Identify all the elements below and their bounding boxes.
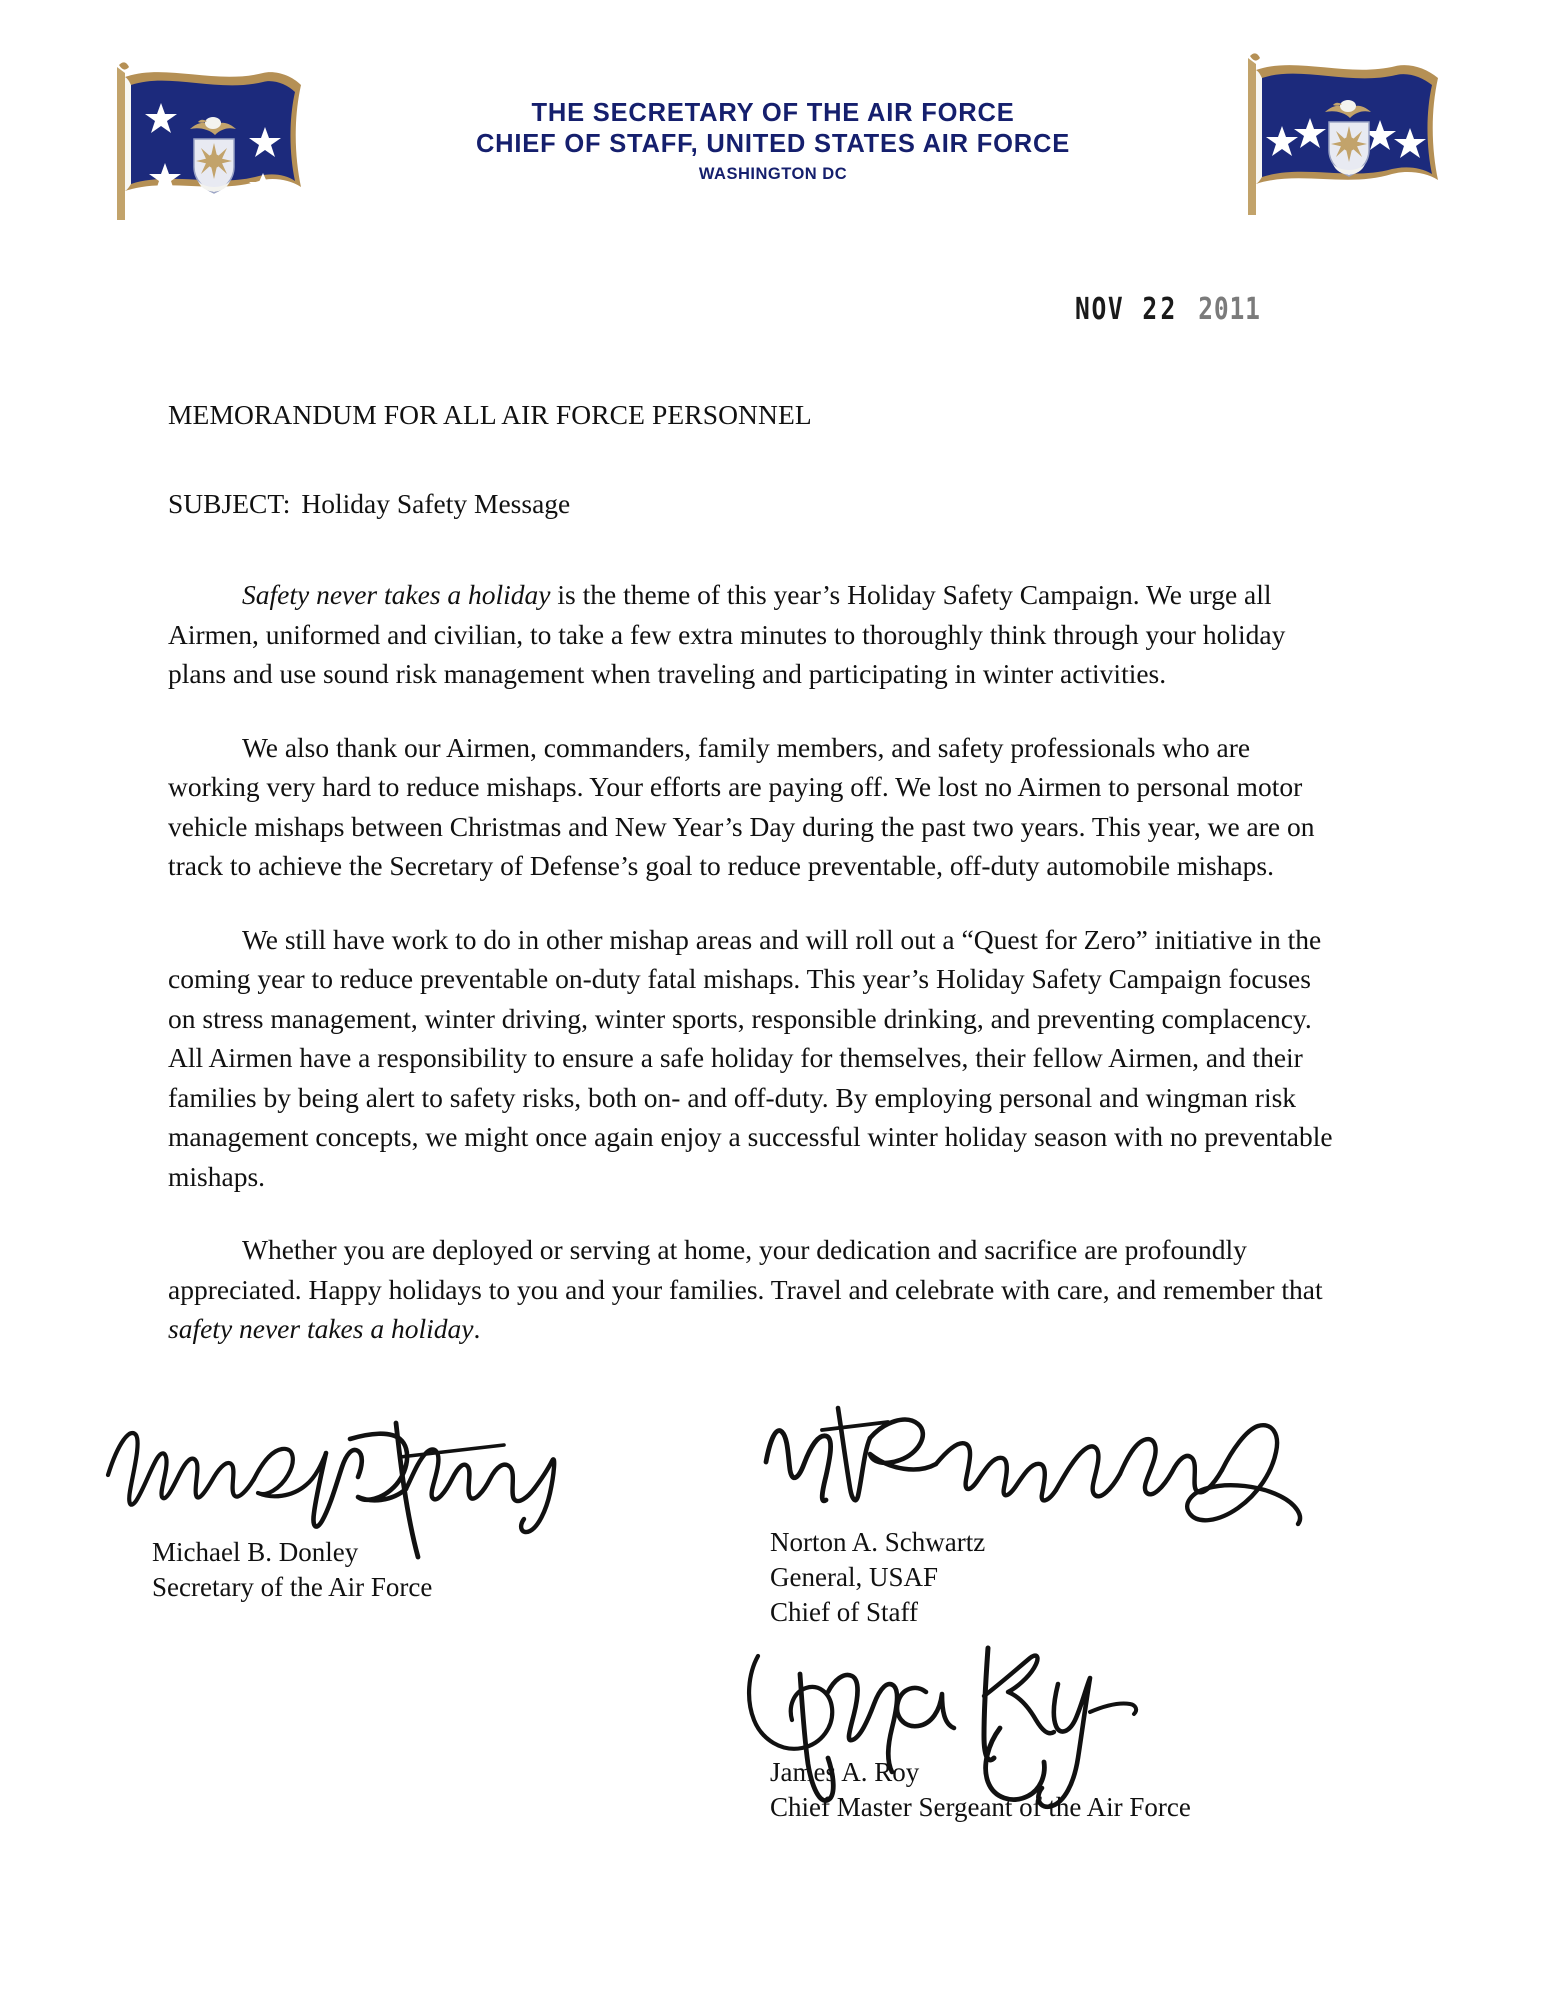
- paragraph-3: We still have work to do in other mishap areas and will roll out a “Quest for Zero” initiative in the coming year to reduce preventable on-duty fatal mishaps. This year’s Holiday Safety Campaign focuses on stress management, winter driving, winter sports, responsible drinking, and preventing complacency. All Airmen have a responsibility to ensure a safe holiday for themselves, their fellow Airmen, and their families by being alert to safety risks, both on- and off-duty. By employing personal and wingman risk management concepts, we might once again enjoy a successful winter holiday season with no preventable mishaps.: [168, 923, 1333, 1192]
- memorandum-for-line: MEMORANDUM FOR ALL AIR FORCE PERSONNEL: [168, 399, 812, 430]
- memo-body: [168, 395, 1343, 1349]
- paragraph-1-text: is the theme of this year’s Holiday Safety Campaign. We urge all Airmen, uniformed and civilian, to take a few extra minutes to thoroughly think through your holiday plans and use sound risk management when traveling and participating in winter activities.: [168, 579, 1286, 689]
- signatory-name: Michael B. Donley: [152, 1537, 359, 1567]
- subject-label: SUBJECT:: [168, 487, 291, 519]
- signatory-title-1: Chief Master Sergeant of the Air Force: [770, 1792, 1191, 1822]
- subject-value: Holiday Safety Message: [301, 487, 571, 519]
- letterhead-line-3: WASHINGTON DC: [698, 165, 848, 184]
- letterhead-line-1: THE SECRETARY OF THE AIR FORCE: [531, 99, 1015, 127]
- paragraph-4-period: .: [473, 1313, 481, 1344]
- date-stamp-year: 2011: [1198, 292, 1261, 327]
- paragraph-1: [168, 575, 1343, 694]
- paragraph-4-text: Whether you are deployed or serving at home, your dedication and sacrifice are profoundly appreciated. Happy holidays to you and your families. Travel and celebrate with care, and remember that: [168, 1234, 1323, 1305]
- campaign-theme-italic: Safety never takes a holiday: [242, 579, 551, 610]
- letterhead-text: [0, 98, 1546, 187]
- signatory-title-1: General, USAF: [770, 1562, 938, 1592]
- signatory-title-2: Chief of Staff: [770, 1597, 918, 1627]
- signatory-name: Norton A. Schwartz: [770, 1527, 986, 1557]
- date-stamp-month: NOV: [1075, 292, 1125, 327]
- date-stamp-day: 22: [1142, 292, 1179, 327]
- paragraph-2: We also thank our Airmen, commanders, family members, and safety professionals who are working very hard to reduce mishaps. Your efforts are paying off. We lost no Airmen to personal motor vehicle mishaps between Christmas and New Year’s Day during the past two years. This year, we are on track to achieve the Secretary of Defense’s goal to reduce preventable, off-duty automobile mishaps.: [168, 731, 1315, 881]
- signatory-name: James A. Roy: [770, 1757, 920, 1787]
- paragraph-4: [168, 1230, 1343, 1349]
- schwartz-signature-ink: [760, 1400, 1320, 1545]
- closing-theme-italic: safety never takes a holiday: [168, 1313, 474, 1344]
- letterhead: [0, 50, 1546, 230]
- signatory-title-1: Secretary of the Air Force: [152, 1572, 433, 1602]
- signature-block-donley: [152, 1535, 432, 1605]
- letterhead-line-2: CHIEF OF STAFF, UNITED STATES AIR FORCE: [475, 130, 1071, 159]
- subject-line: [168, 484, 1343, 524]
- signature-block-roy: [770, 1755, 1191, 1825]
- signature-block-schwartz: [770, 1525, 985, 1630]
- date-stamp: [1075, 292, 1261, 327]
